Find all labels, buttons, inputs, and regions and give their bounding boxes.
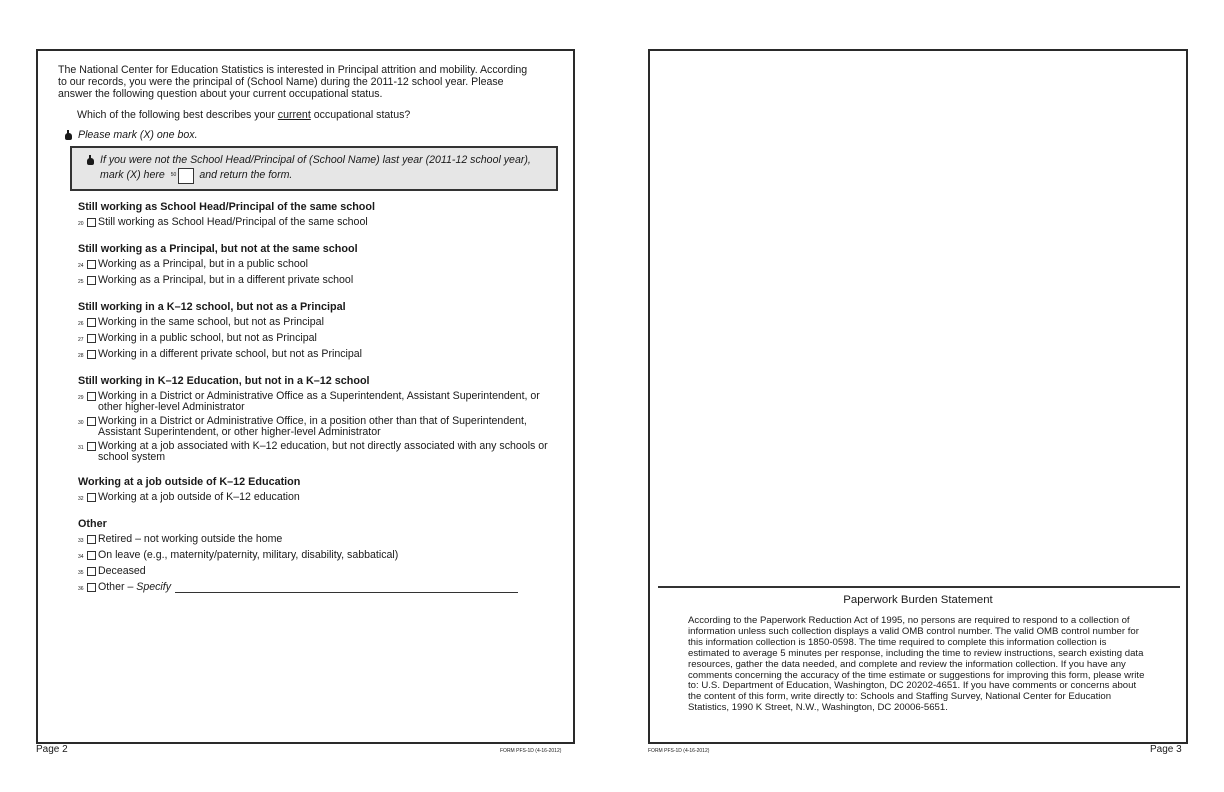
option-row	[78, 259, 548, 272]
option-item-number: 25	[78, 279, 84, 285]
question-emphasis: current	[277, 109, 311, 121]
option-row	[78, 566, 548, 579]
question-suffix: occupational status?	[310, 109, 411, 121]
option-label-text: Deceased	[98, 565, 146, 577]
option-checkbox[interactable]	[87, 417, 96, 426]
option-checkbox[interactable]	[87, 260, 96, 269]
form-page-2	[36, 49, 575, 744]
option-checkbox[interactable]	[87, 350, 96, 359]
section-title: Working at a job outside of K–12 Education	[78, 476, 301, 488]
option-row	[78, 391, 548, 413]
option-label-text: Other –	[98, 581, 137, 593]
option-label	[98, 441, 548, 463]
option-label-text: Retired – not working outside the home	[98, 533, 283, 545]
section-title: Still working as a Principal, but not at the same school	[78, 243, 358, 255]
option-item-number: 26	[78, 321, 84, 327]
page-number-right: Page 3	[1150, 744, 1182, 755]
option-item-number: 32	[78, 496, 84, 502]
pointing-hand-icon	[86, 156, 95, 165]
option-label	[98, 582, 548, 593]
option-label-text: Working in a public school, but not as Principal	[98, 332, 317, 344]
option-row	[78, 550, 548, 563]
option-label	[98, 259, 548, 270]
option-row	[78, 317, 548, 330]
pointing-hand-icon	[64, 131, 73, 140]
option-label-text: Working at a job outside of K–12 education	[98, 491, 300, 503]
option-item-number: 33	[78, 538, 84, 544]
option-checkbox[interactable]	[87, 276, 96, 285]
form-page-3	[648, 49, 1188, 744]
option-label	[98, 391, 548, 413]
option-section	[78, 243, 548, 288]
option-item-number: 31	[78, 445, 84, 451]
option-label	[98, 333, 548, 344]
skip-instruction-box	[70, 146, 558, 191]
option-label	[98, 416, 548, 438]
option-item-number: 20	[78, 221, 84, 227]
skip-item-number: 50	[170, 172, 177, 178]
option-row	[78, 582, 548, 595]
form-id-left: FORM PFS-1D (4-16-2012)	[500, 748, 562, 754]
option-row	[78, 441, 548, 463]
instruction-text: Please mark (X) one box.	[78, 129, 198, 141]
section-title: Still working in K–12 Education, but not in a K–12 school	[78, 375, 370, 387]
option-label-text: Working in a District or Administrative Office, in a position other than that of Superintendent, Assistant Superintendent, or other higher-level Administrator	[98, 415, 527, 438]
option-label-text: On leave (e.g., maternity/paternity, military, disability, sabbatical)	[98, 549, 399, 561]
option-checkbox[interactable]	[87, 567, 96, 576]
burden-title: Paperwork Burden Statement	[843, 594, 993, 606]
option-section	[78, 518, 548, 595]
option-checkbox[interactable]	[87, 535, 96, 544]
option-label	[98, 349, 548, 360]
option-label	[98, 534, 548, 545]
option-item-number: 29	[78, 395, 84, 401]
form-id-right: FORM PFS-1D (4-16-2012)	[648, 748, 710, 754]
option-row	[78, 333, 548, 346]
question-text	[77, 109, 410, 121]
section-title: Still working in a K–12 school, but not as a Principal	[78, 301, 346, 313]
specify-label: Specify	[136, 581, 172, 593]
option-label-text: Working in a District or Administrative Office as a Superintendent, Assistant Superintendent, or other higher-level Administrator	[98, 390, 540, 413]
option-item-number: 35	[78, 570, 84, 576]
burden-divider	[658, 586, 1180, 588]
option-row	[78, 217, 548, 230]
option-label	[98, 217, 548, 228]
option-label-text: Working as a Principal, but in a different private school	[98, 274, 354, 286]
skip-checkbox[interactable]	[178, 168, 194, 184]
option-item-number: 27	[78, 337, 84, 343]
skip-line1: If you were not the School Head/Principal of (School Name) last year (2011-12 school year),	[100, 154, 531, 166]
option-item-number: 24	[78, 263, 84, 269]
option-label-text: Still working as School Head/Principal of the same school	[98, 216, 368, 228]
section-title: Still working as School Head/Principal of the same school	[78, 201, 375, 213]
option-label-text: Working in a different private school, but not as Principal	[98, 348, 363, 360]
mark-instruction	[64, 129, 198, 141]
option-section	[78, 201, 548, 230]
skip-line2-prefix: mark (X) here	[100, 169, 165, 181]
option-label	[98, 550, 548, 561]
option-item-number: 36	[78, 586, 84, 592]
burden-statement: According to the Paperwork Reduction Act of 1995, no persons are required to respond to a collection of information unless such collection displays a valid OMB control number. The valid OMB control number for this information collection is 1850-0598. The time required to complete this information collection is estimated to average 5 minutes per response, including the time to review instructions, search existing data resources, gather the data needed, and complete and review the information collection. If you have any comments concerning the accuracy of the time estimate or suggestions for improving this form, please write to: U.S. Department of Education, Washington, DC 20202-4651. If you have comments or concerns about the content of this form, write directly to: Schools and Staffing Survey, National Center for Education Statistics, 1990 K Street, N.W., Washington, DC 20006-5651.	[688, 615, 1145, 714]
section-title: Other	[78, 518, 107, 530]
option-checkbox[interactable]	[87, 334, 96, 343]
option-checkbox[interactable]	[87, 442, 96, 451]
option-checkbox[interactable]	[87, 551, 96, 560]
option-row	[78, 534, 548, 547]
page-number-left: Page 2	[36, 744, 68, 755]
option-label-text: Working at a job associated with K–12 education, but not directly associated with any schools or school system	[98, 440, 548, 463]
option-section	[78, 301, 548, 362]
option-label	[98, 492, 548, 503]
option-checkbox[interactable]	[87, 583, 96, 592]
option-label	[98, 317, 548, 328]
option-item-number: 28	[78, 353, 84, 359]
option-section	[78, 375, 548, 463]
option-item-number: 30	[78, 420, 84, 426]
option-label	[98, 275, 548, 286]
option-item-number: 34	[78, 554, 84, 560]
option-row	[78, 416, 548, 438]
skip-line2-suffix: and return the form.	[199, 169, 293, 181]
option-section	[78, 476, 548, 505]
question-prefix: Which of the following best describes your	[77, 109, 278, 121]
specify-input[interactable]	[175, 583, 518, 593]
option-checkbox[interactable]	[87, 218, 96, 227]
option-row	[78, 349, 548, 362]
option-label-text: Working as a Principal, but in a public school	[98, 258, 309, 270]
option-row	[78, 492, 548, 505]
status-options	[78, 201, 548, 608]
option-row	[78, 275, 548, 288]
intro-paragraph: The National Center for Education Statistics is interested in Principal attrition and mobility. According to our records, you were the principal of (School Name) during the 2011-12 school year. Please answer the following question about your current occupational status.	[58, 64, 528, 100]
option-label	[98, 566, 548, 577]
option-checkbox[interactable]	[87, 318, 96, 327]
option-checkbox[interactable]	[87, 392, 96, 401]
option-label-text: Working in the same school, but not as Principal	[98, 316, 324, 328]
option-checkbox[interactable]	[87, 493, 96, 502]
